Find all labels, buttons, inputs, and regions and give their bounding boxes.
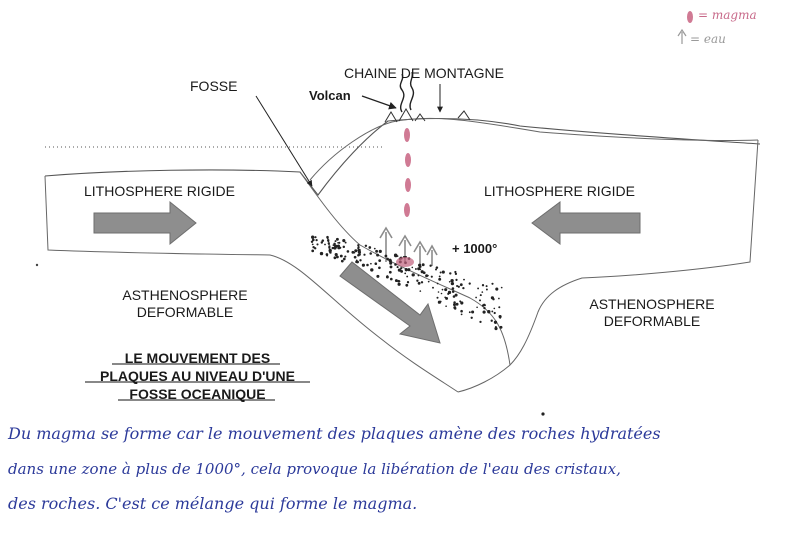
rock-dot — [339, 247, 341, 249]
rock-dot — [444, 288, 447, 291]
rock-dot — [455, 273, 457, 275]
rock-dot — [432, 287, 434, 289]
rock-dot — [354, 256, 357, 259]
rock-dot — [357, 247, 359, 249]
rock-dot — [389, 271, 392, 274]
label-fosse: FOSSE — [190, 78, 238, 94]
rock-dot — [416, 280, 418, 282]
rock-dot — [312, 244, 314, 246]
rock-dot — [480, 294, 482, 296]
title-line3: FOSSE OCEANIQUE — [129, 386, 266, 402]
rock-dot — [499, 317, 501, 319]
rock-dot — [456, 285, 458, 287]
rock-dot — [418, 274, 420, 276]
rock-dot — [471, 310, 474, 313]
rock-dot — [374, 262, 377, 265]
rock-dot — [482, 284, 484, 286]
rock-dot — [407, 268, 410, 271]
rock-dot — [343, 258, 346, 261]
rock-dot — [395, 279, 398, 282]
rock-dot — [370, 268, 373, 271]
label-volcan: Volcan — [309, 88, 351, 103]
rock-dot — [368, 246, 371, 249]
rock-dot — [431, 276, 433, 278]
label-litho-right: LITHOSPHERE RIGIDE — [484, 183, 635, 199]
rock-dot — [405, 284, 408, 287]
rock-dot — [453, 303, 456, 306]
rock-dot — [421, 281, 423, 283]
stray-mark — [541, 412, 544, 415]
rock-dot — [327, 237, 329, 239]
rock-dot — [311, 236, 314, 239]
rock-dot — [475, 297, 477, 299]
rock-dot — [486, 289, 488, 291]
rock-dot — [376, 254, 379, 257]
rock-dot — [314, 236, 316, 238]
rock-dot — [390, 265, 393, 268]
rock-dot — [453, 306, 456, 309]
rock-dot — [486, 285, 488, 287]
label-astheno-right — [572, 296, 732, 330]
astheno-left-line2: DEFORMABLE — [136, 304, 234, 320]
rock-dot — [418, 282, 421, 285]
rock-dot — [469, 282, 471, 284]
rock-dot — [336, 256, 339, 259]
rock-dot — [442, 271, 445, 274]
rock-dot — [491, 296, 494, 299]
rock-dot — [340, 255, 343, 258]
label-chaine: CHAINE DE MONTAGNE — [344, 65, 504, 81]
rock-dot — [451, 282, 454, 285]
rock-dot — [449, 272, 451, 274]
rock-dot — [415, 268, 417, 270]
rock-dot — [455, 279, 457, 281]
rock-dot — [419, 268, 421, 270]
rock-dot — [315, 239, 317, 241]
rock-dot — [493, 308, 495, 310]
rock-dot — [437, 283, 439, 285]
stray-mark — [36, 264, 38, 266]
rock-dot — [494, 312, 496, 314]
rock-dot — [379, 250, 382, 253]
rock-dot — [463, 279, 465, 281]
rock-dot — [363, 254, 365, 256]
rock-dot — [394, 263, 397, 266]
rock-dot — [343, 246, 345, 248]
rock-dot — [335, 240, 337, 242]
rock-dot — [448, 291, 451, 294]
subduction-arrow — [340, 262, 440, 343]
rock-dot — [418, 264, 421, 267]
title-line2: PLAQUES AU NIVEAU D'UNE — [100, 368, 295, 384]
rock-dot — [327, 240, 329, 242]
rock-dot — [358, 251, 361, 254]
rock-dot — [356, 261, 359, 264]
rock-dot — [491, 283, 493, 285]
rock-dot — [440, 272, 442, 274]
rock-dot — [495, 326, 497, 328]
rock-dot — [330, 252, 332, 254]
rock-dot — [421, 270, 424, 273]
rock-dot — [400, 267, 402, 269]
rock-dot — [389, 262, 392, 265]
rock-dot — [406, 276, 408, 278]
left-plate-arrow — [94, 202, 196, 244]
rock-dot — [440, 301, 442, 303]
rock-dot — [405, 269, 408, 272]
handwritten-line3: des roches. C'est ce mélange qui forme le magma. — [8, 494, 418, 513]
rock-dot — [462, 287, 464, 289]
rock-dot — [332, 247, 334, 249]
rock-dot — [429, 265, 431, 267]
rock-dot — [469, 311, 471, 313]
rock-dot — [481, 291, 483, 293]
rock-dot — [407, 281, 409, 283]
rock-dot — [487, 310, 490, 313]
rock-dot — [336, 238, 339, 241]
rock-dot — [324, 244, 326, 246]
rock-dot — [460, 283, 463, 286]
rock-dot — [500, 326, 503, 329]
rock-dot — [477, 287, 479, 289]
right-plate-edge — [510, 140, 758, 365]
rock-dot — [479, 299, 481, 301]
rock-dot — [455, 294, 458, 297]
rock-dot — [375, 250, 378, 253]
rock-dot — [399, 280, 401, 282]
rock-dot — [483, 311, 486, 314]
rock-dot — [397, 266, 399, 268]
rock-dot — [441, 293, 443, 295]
volcan-arrow — [362, 96, 396, 108]
rock-dot — [344, 256, 346, 258]
rock-dot — [334, 256, 337, 259]
rock-dot — [438, 278, 441, 281]
rock-dot — [456, 303, 459, 306]
rock-dot — [495, 288, 498, 291]
rock-dot — [326, 254, 328, 256]
rock-dot — [450, 279, 453, 282]
rock-dot — [378, 266, 381, 269]
rock-dot — [341, 260, 344, 263]
fosse-arrow — [256, 96, 312, 186]
title-line1: LE MOUVEMENT DES — [124, 350, 271, 366]
rock-dot — [398, 283, 401, 286]
rock-dot — [491, 310, 493, 312]
rock-dot — [436, 266, 439, 269]
astheno-right-line1: ASTHENOSPHERE — [589, 296, 715, 312]
rock-dot — [369, 252, 372, 255]
label-astheno-left — [105, 287, 265, 321]
rock-dot — [483, 307, 485, 309]
rock-dot — [322, 239, 325, 242]
rock-dot — [337, 245, 340, 248]
rock-dot — [404, 273, 406, 275]
rock-dot — [428, 281, 430, 283]
rock-dot — [334, 244, 336, 246]
rock-dot — [449, 281, 451, 283]
rock-dot — [378, 259, 381, 262]
rock-dot — [471, 317, 473, 319]
rock-dot — [439, 275, 441, 277]
rock-dot — [394, 254, 397, 257]
astheno-right-line2: DEFORMABLE — [603, 313, 701, 329]
rock-dot — [442, 289, 444, 291]
rock-dot — [400, 270, 403, 273]
label-litho-left: LITHOSPHERE RIGIDE — [84, 183, 235, 199]
rock-dot — [386, 258, 389, 261]
rock-dot — [316, 243, 318, 245]
astheno-left-line1: ASTHENOSPHERE — [122, 287, 248, 303]
rock-dot — [345, 242, 347, 244]
rock-dot — [422, 263, 425, 266]
rock-dot — [460, 301, 463, 304]
rock-dot — [460, 310, 463, 313]
rock-dot — [412, 273, 415, 276]
rock-dot — [461, 314, 463, 316]
rock-dot — [370, 263, 372, 265]
rock-dot — [362, 264, 365, 267]
handwritten-line2: dans une zone à plus de 1000°, cela provoque la libération de l'eau des cristaux, — [8, 460, 621, 478]
rock-dot — [435, 269, 437, 271]
rock-dot — [385, 255, 388, 258]
rock-dot — [454, 271, 456, 273]
rock-dot — [359, 259, 361, 261]
rock-dot — [311, 250, 314, 253]
rock-dot — [452, 290, 455, 293]
rock-dot — [494, 321, 497, 324]
rock-dot — [419, 290, 421, 292]
rock-dot — [376, 275, 379, 278]
rock-dot — [314, 247, 316, 249]
rock-dot — [365, 245, 367, 247]
rock-dot — [354, 252, 356, 254]
handwritten-line1: Du magma se forme car le mouvement des plaques amène des roches hydratées — [8, 424, 661, 443]
rock-dot — [436, 297, 438, 299]
right-plate-arrow — [532, 202, 640, 244]
rock-dot — [498, 298, 500, 300]
rock-dot — [445, 305, 447, 307]
rock-dot — [479, 321, 481, 323]
rock-dot — [476, 306, 478, 308]
diagram-title — [60, 349, 335, 403]
legend-magma: = magma — [698, 8, 757, 22]
rock-dot — [320, 252, 323, 255]
rock-dot — [366, 264, 369, 267]
rock-dot — [411, 267, 413, 269]
legend-water: = eau — [690, 32, 726, 46]
rock-dot — [338, 242, 340, 244]
rock-dot — [491, 320, 493, 322]
legend-water-arrow — [678, 30, 686, 44]
legend-magma-drop — [687, 11, 693, 23]
rock-dot — [452, 287, 455, 290]
rock-dot — [498, 306, 500, 308]
label-temperature: + 1000° — [452, 241, 498, 256]
rock-dot — [328, 243, 330, 245]
rock-dot — [311, 241, 313, 243]
rock-dot — [374, 248, 376, 250]
rock-dot — [482, 304, 485, 307]
rock-dot — [427, 275, 429, 277]
rock-dot — [342, 239, 345, 242]
rock-dot — [386, 276, 389, 279]
rock-dot — [329, 247, 331, 249]
rock-dot — [347, 250, 350, 253]
rock-dot — [438, 291, 440, 293]
rock-dot — [390, 278, 393, 281]
rock-dot — [354, 250, 356, 252]
rock-dot — [501, 287, 503, 289]
rock-dot — [445, 297, 448, 300]
